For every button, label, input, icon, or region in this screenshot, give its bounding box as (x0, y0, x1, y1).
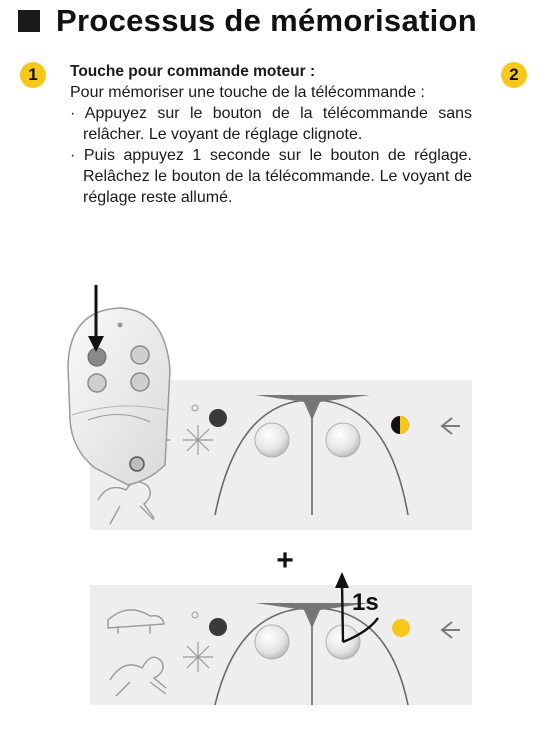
receiver-button-right-top[interactable] (326, 423, 360, 457)
blinking-indicator-icon (391, 416, 409, 434)
memorization-illustration (0, 270, 550, 720)
plus-sign: + (276, 544, 294, 577)
step-1-heading: Touche pour commande moteur : (70, 63, 316, 80)
step-1-intro: Pour mémoriser une touche de la télécommande : (70, 84, 425, 101)
title-square-icon (18, 10, 40, 32)
step-1-instructions (70, 61, 472, 208)
step-1-bullet-1: · Appuyez sur le bouton de la télécommande sans relâcher. Le voyant de réglage clignote. (70, 105, 472, 143)
title-text: Processus de mémorisation (56, 3, 477, 38)
remote-button-3[interactable] (88, 374, 106, 392)
remote-button-2[interactable] (131, 346, 149, 364)
step-1-bullet-2-text: Puis appuyez 1 seconde sur le bouton de réglage. Relâchez le bouton de la télécommande. Le voyant de réglage reste allumé. (83, 147, 472, 206)
step-badge-2: 2 (501, 62, 527, 88)
sun-icon-top (183, 425, 213, 455)
sun-icon-bottom (183, 642, 213, 672)
lit-indicator-icon (392, 619, 410, 637)
remote-keyring (130, 457, 144, 471)
step-1-bullet-1-text: Appuyez sur le bouton de la télécommande sans relâcher. Le voyant de réglage clignote. (83, 105, 472, 143)
dark-indicator-bottom (209, 618, 227, 636)
dark-indicator-top (209, 409, 227, 427)
remote-button-pressed[interactable] (88, 348, 106, 366)
receiver-button-left-top[interactable] (255, 423, 289, 457)
remote-button-4[interactable] (131, 373, 149, 391)
remote-led (118, 323, 123, 328)
motor-panel-bottom (90, 572, 472, 705)
section-title (18, 0, 477, 42)
step-1-bullet-2: · Puis appuyez 1 seconde sur le bouton de réglage. Relâchez le bouton de la télécommande. Le voyant de réglage reste allumé. (70, 147, 472, 206)
receiver-button-left-bottom[interactable] (255, 625, 289, 659)
duration-label: 1s (352, 589, 379, 616)
remote-control (68, 285, 170, 485)
step-badge-1: 1 (20, 62, 46, 88)
